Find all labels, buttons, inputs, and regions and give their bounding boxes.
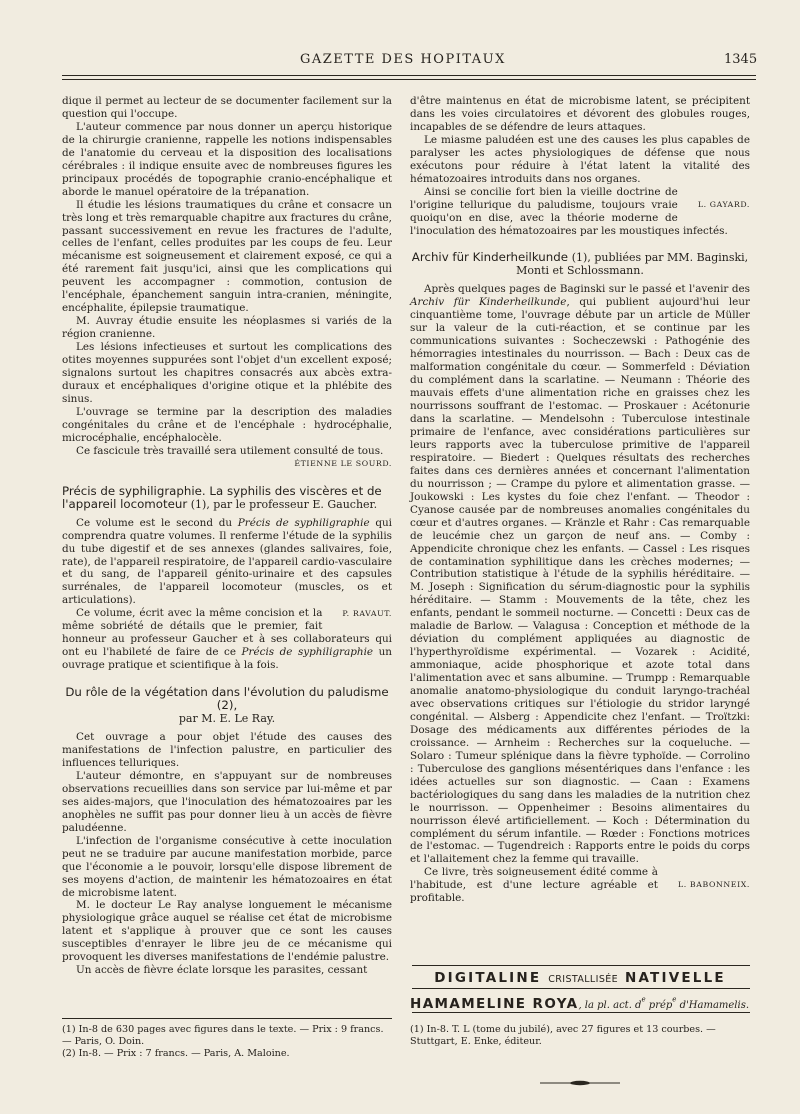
paragraph: dique il permet au lecteur de se documenter facilement sur la question qui l'occupe. [62,95,392,120]
text-run: , qui publient aujourd'hui leur cinquantième tome, l'ouvrage débute par un article de Müller sur la valeur de la cuti-réaction, et se continue par les communications suivantes : Socheczewski : Pathogénie des hémorragies intestinales du nourrisson. — Bach : Deux cas de malformation congénitale du cœur. — Sommerfeld : Déviation du complément dans la scarlatine. — Neumann : Théorie des mauvais effets d'une alimentation riche en graisses chez les nourrissons souffrant de l'estomac. — Proskauer : Acétonurie dans la scarlatine. — Mendelsohn : Tuberculose intestinale primaire de l'enfance, avec considérations particulières sur leurs rapports avec la tuberculose primitive de l'appareil respiratoire. — Biedert : Quelques résultats des recherches faites dans ces dernières années et concernant l'alimentation du nourrisson ; — Crampe du pylore et alimentation grasse. — Joukowski : Les kystes du foie chez l'enfant. — Theodor : Cyanose causée par de nombreuses anomalies congénitales du cœur et d'autres organes. — Kränzle et Rahr : Cas remarquable de leucémie chez un garçon de neuf ans. — Comby : Appendicite chronique chez les enfants. — Cassel : Les risques de contamination syphilitique dans les crèches modernes; — Contribution statistique à l'étude de la syphilis héréditaire. — M. Joseph : Signification du sérum-diagnostic pour la syphilis héréditaire. — Stamm : Mouvements de la tête, chez les enfants, pendant le sommeil nocturne. — Concetti : Deux cas de maladie de Barlow. — Valagusa : Conception et méthode de la déviation du complément appliquées au diagnostic de l'hyperthyroïdisme expérimental. — Vozarek : Acidité, ammoniaque, acide phosphorique et azote total dans l'alimentation avec et sans albumine. — Trumpp : Remarquable anomalie anatomo-physiologique du conduit laryngo-trachéal avec observations critiques sur l'étiologie du stridor laryngé congénital. — Alsberg : Appendicite chez l'enfant. — Troïtzki: Dosage des médicaments aux différentes périodes de la croissance. — Arnheim : Recherches sur la coqueluche. — Solaro : Tumeur splénique dans la fièvre typhoïde. — Corrolino : Tuberculose des ganglions mésentériques dans l'enfance : les idées actuelles sur son diagnostic. — Caan : Examens bactériologiques du sang dans les maladies de la nutrition chez le nourrisson. — Oppenheimer : Besoins alimentaires du nourrisson élevé artificiellement. — Koch : Détermination du complément du sérum infantile. — Rœder : Fonctions motrices de l'estomac. — Tugendreich : Rapports entre le poids du corps et l'allaitement chez la femme qui travaille. [410,296,750,866]
paragraph: Les lésions infectieuses et surtout les complications des otites moyennes suppurées sont l'objet d'un excellent exposé; signalons surtout les chapitres consacrés aux abcès extra-duraux et encéphaliques d'origine otique et la phlébite des sinus. [62,341,392,405]
paragraph: d'être maintenus en état de microbisme latent, se précipitent dans les voies circulatoires et dévorent des globules rouges, incapables de se défendre de leurs attaques. [410,95,750,133]
review-title: Du rôle de la végétation dans l'évolution du paludisme (2), [65,685,389,713]
footnote-rule [62,1018,392,1019]
text-run: un ouvrage pratique et scientifique à la fois. [62,646,392,672]
signature: ÉTIENNE LE SOURD. [294,458,392,468]
advertisement-hamameline [410,993,750,1012]
review-heading [62,686,392,725]
review-title: Archiv für Kinderheilkunde [411,250,568,265]
signature: L. BABONNEIX. [677,880,750,890]
signature: P. RAVAUT. [342,609,392,619]
footnote: (1) In-8 de 630 pages avec figures dans le texte. — Prix : 9 francs. — Paris, O. Doin. [62,1024,384,1047]
paragraph: L'auteur commence par nous donner un aperçu historique de la chirurgie cranienne, rappelle les notions indispensables de l'anatomie du cerveau et la disposition des localisations cérébrales : il indique ensuite avec de nombreuses figures les principaux procédés de topographie cranio-encéphalique et aborde le manuel opératoire de la trépanation. [62,120,392,198]
ad-rule-top [412,965,750,966]
book-title: Précis de syphiligraphie [241,646,374,659]
ad-rule-bottom [412,1012,750,1013]
paragraph [410,866,750,905]
book-title: Précis de syphiligraphie [237,516,370,529]
paragraph [410,283,750,866]
left-footnotes [62,1024,392,1060]
footnote: (2) In-8. — Prix : 7 francs. — Paris, A. Maloine. [62,1048,290,1059]
text-run: Ce livre, très soigneusement édité comme à l'habitude, est d'une lecture agréable et profitable. [410,866,658,905]
paragraph: Un accès de fièvre éclate lorsque les parasites, cessant [76,964,368,977]
paragraph: Il étudie les lésions traumatiques du crâne et consacre un très long et très remarquable chapitre aux fractures du crâne, passant successivement en revue les fractures de l'adulte, celles de l'enfant, celles produites par les coups de feu. Leur mécanisme est soigneusement et clairement exposé, ce qui a été rarement fait jusqu'ici, ainsi que les complications qui peuvent les accompagner : commotion, contusion de l'encéphale, épanchement sanguin intra-cranien, méningite, encéphalite, épilepsie traumatique. [62,198,392,315]
paragraph: Cet ouvrage a pour objet l'étude des causes des manifestations de l'infection palustre, en particulier des influences telluriques. [62,731,392,769]
text-run: qui comprendra quatre volumes. Il renferme l'étude de la syphilis du tube digestif et de ses annexes (glandes salivaires, foie, rate), de l'appareil respiratoire, de l'appareil cardio-vasculaire et du sang, de l'appareil génito-urinaire et des capsules surrénales, de l'appareil locomoteur (muscles, os et articulations). [62,516,392,607]
paragraph: L'ouvrage se termine par la description des maladies congénitales du crâne et de l'encéphale : hydrocéphalie, microcéphalie, encéphalocèle. [62,405,392,444]
ad-text: DIGITALINE [434,970,549,986]
right-column [410,95,750,905]
page-header [0,52,800,72]
text-run: Ce volume est le second du [76,516,238,529]
ad-text: e [672,995,677,1004]
paragraph: L'infection de l'organisme consécutive à cette inoculation peut ne se traduire par aucune manifestation morbide, parce que l'économie a le pouvoir, lorsqu'elle dispose librement de ses moyens d'action, de maintenir les hématozoaires en état de microbisme latent. [62,834,392,899]
header-rule-bottom [62,79,756,80]
review-byline: (1), publiées par MM. Baginski, [571,251,749,265]
footnote: (1) In-8. T. L (tome du jubilé), avec 27 figures et 13 courbes. — Stuttgart, E. Enke, éditeur. [410,1024,716,1047]
journal-name: Archiv für Kinderheilkunde [410,296,567,309]
review-heading [410,251,750,277]
ad-text: d'Hamamelis. [676,1000,750,1011]
advertisement-digitaline [410,970,750,986]
text-run: Ainsi se concilie fort bien la vieille doctrine de l'origine tellurique du paludisme, toujours vraie quoiqu'on en dise, avec la théorie moderne de l'inoculation des hématozoaires par les moustiques infectés. [410,185,728,237]
review-byline: par M. E. Le Ray. [178,712,276,726]
paragraph: Ce fascicule très travaillé sera utilement consulté de tous. [76,444,384,457]
text-run: Ce volume, écrit avec la même concision et la même sobriété de détails que le premier, fait honneur au professeur Gaucher et à ses collaborateurs qui ont eu l'habileté de faire de ce [62,607,392,659]
review-byline-line2: Monti et Schlossmann. [516,264,644,278]
ad-text: e [641,995,646,1004]
ad-text: NATIVELLE [618,970,726,986]
review-heading [62,485,392,511]
ad-text: prép [645,1000,673,1011]
paragraph [410,186,750,238]
paragraph [62,607,392,672]
ad-text: , la pl. act. d [578,1000,642,1011]
journal-title: GAZETTE DES HOPITAUX [300,52,506,67]
ad-text: CRISTALLISÉE [548,974,619,985]
signature: L. GAYARD. [697,199,750,209]
right-footnotes [410,1024,750,1048]
page-number: 1345 [724,52,758,67]
paragraph: L'auteur démontre, en s'appuyant sur de nombreuses observations recueillies dans son service par lui-même et par ses aides-majors, que l'inoculation des hématozoaires par les anophèles ne suffit pas pour donner lieu à un accès de fièvre paludéenne. [62,769,392,834]
ad-rule-middle [412,988,750,989]
header-rule-top [62,75,756,76]
paragraph [62,517,392,608]
ornament-rule [540,1080,620,1086]
text-run: Après quelques pages de Baginski sur le passé et l'avenir des [424,283,750,296]
left-column [62,95,392,977]
paragraph: M. Auvray étudie ensuite les néoplasmes si variés de la région cranienne. [62,315,392,341]
review-title: Précis de syphiligraphie. La syphilis des viscères et de l'appareil locomoteur [62,483,382,511]
paragraph: M. le docteur Le Ray analyse longuement le mécanisme physiologique grâce auquel se réalise cet état de microbisme latent et s'applique à prouver que ce sont les causes susceptibles d'enrayer le libre jeu de ce mécanisme qui provoquent les diverses manifestations de l'endémie palustre. [62,899,392,964]
review-byline: (1), par le professeur E. Gaucher. [187,497,378,511]
paragraph: Le miasme paludéen est une des causes les plus capables de paralyser les actes physiologiques de défense que nous exécutons pour réduire à l'état latent la vitalité des hématozoaires introduits dans nos organes. [410,133,750,185]
ad-text: HAMAMELINE ROYA [410,996,579,1012]
